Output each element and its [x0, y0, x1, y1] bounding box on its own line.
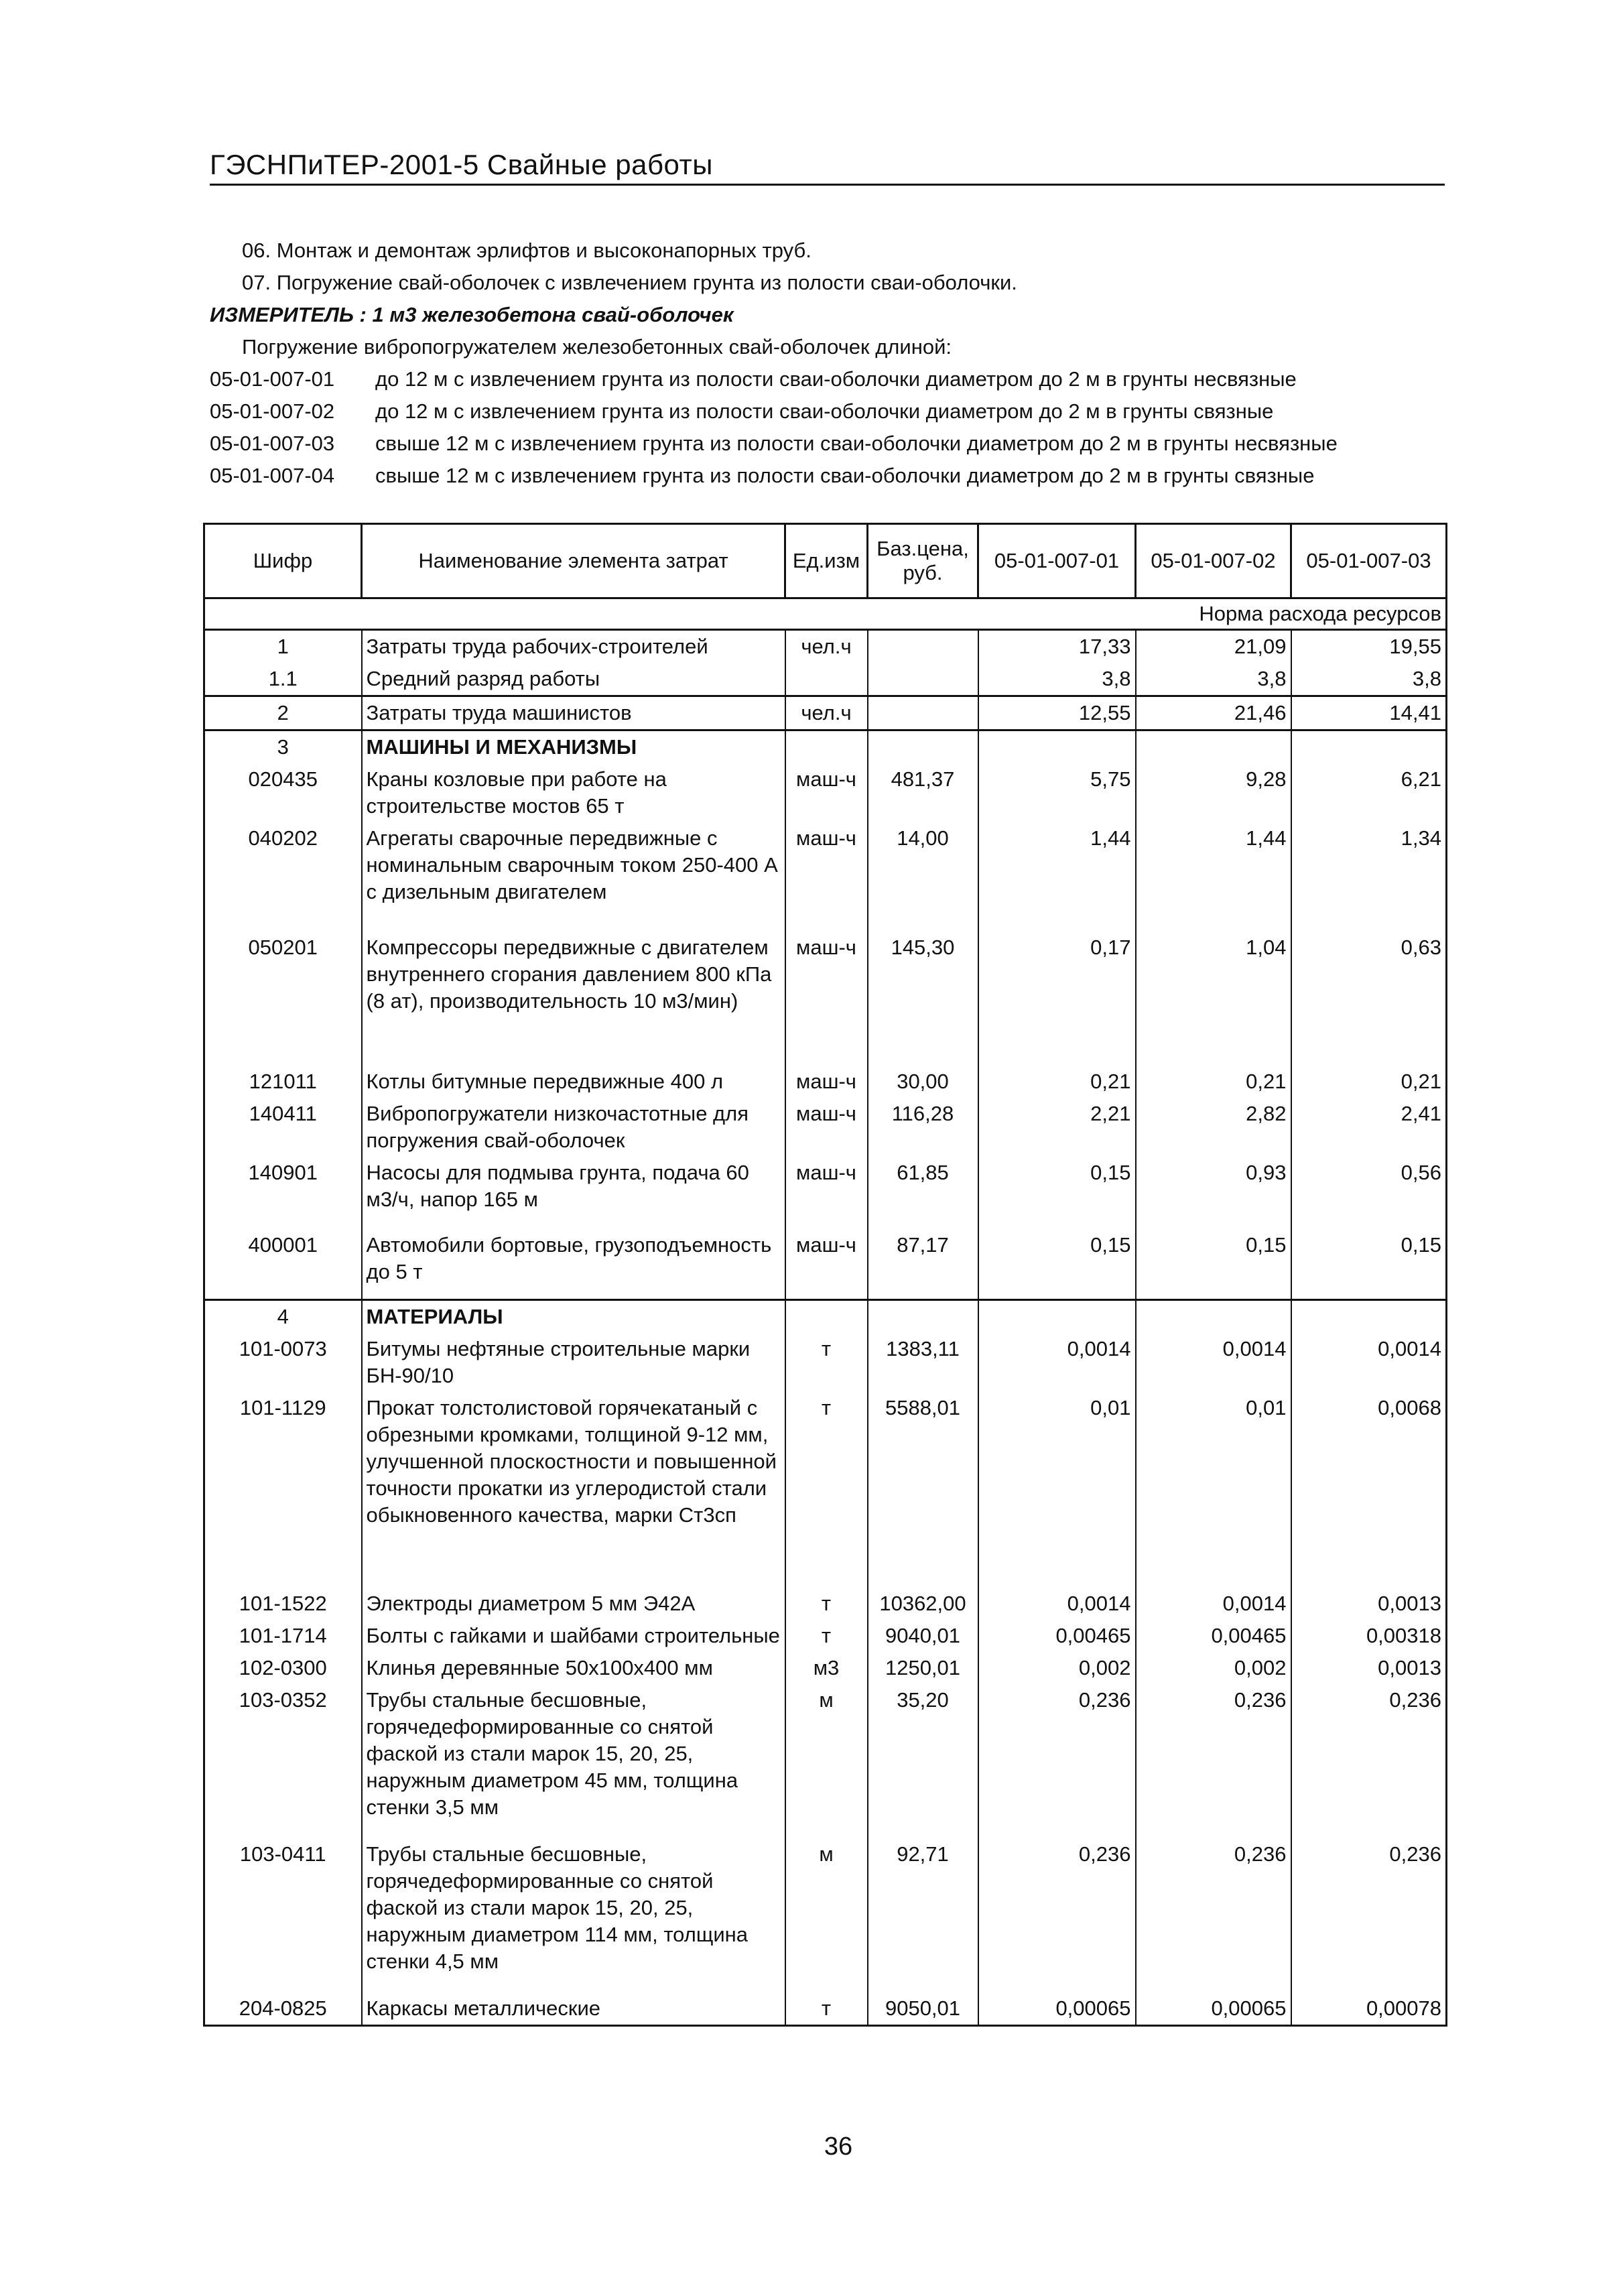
cell-variant-3: 2,41 [1291, 1098, 1447, 1157]
table-row [204, 1588, 1447, 1620]
cell-code: 020435 [204, 763, 362, 822]
cell-name: Компрессоры передвижные с двигателем внутреннего сгорания давлением 800 кПа (8 ат), производительность 10 м3/мин) [362, 932, 785, 1066]
cell-code: 101-0073 [204, 1333, 362, 1392]
cell-variant-3: 0,21 [1291, 1066, 1447, 1098]
cell-code: 103-0352 [204, 1684, 362, 1838]
table-row [204, 932, 1447, 1066]
col-header-variant-2: 05-01-007-02 [1136, 524, 1291, 598]
cell-price: 87,17 [868, 1229, 978, 1300]
cell-price: 481,37 [868, 763, 978, 822]
cell-variant-2: 0,93 [1136, 1157, 1291, 1229]
cell-variant-1 [978, 1300, 1136, 1334]
table-row [204, 1333, 1447, 1392]
cell-name: Болты с гайками и шайбами строительные [362, 1620, 785, 1652]
cell-unit: маш-ч [785, 1098, 868, 1157]
variant-line [210, 395, 1470, 428]
variant-text: до 12 м с извлечением грунта из полости сваи-оболочки диаметром до 2 м в грунты несвязные [375, 367, 1297, 391]
cell-variant-2: 1,44 [1136, 822, 1291, 932]
cell-variant-3: 0,0068 [1291, 1392, 1447, 1588]
cell-price: 145,30 [868, 932, 978, 1066]
cell-variant-1: 1,44 [978, 822, 1136, 932]
cell-unit: маш-ч [785, 1066, 868, 1098]
table-row [204, 1620, 1447, 1652]
cell-variant-3: 0,00078 [1291, 1992, 1447, 2026]
cell-price [868, 630, 978, 663]
variant-code: 05-01-007-04 [210, 464, 335, 487]
cell-variant-2: 1,04 [1136, 932, 1291, 1066]
cell-variant-1: 2,21 [978, 1098, 1136, 1157]
cell-variant-3: 19,55 [1291, 630, 1447, 663]
cell-variant-2: 0,21 [1136, 1066, 1291, 1098]
resource-table [203, 523, 1447, 2027]
cell-variant-2: 0,0014 [1136, 1588, 1291, 1620]
cell-variant-3 [1291, 1300, 1447, 1334]
intro-item: 07. Погружение свай-оболочек с извлечением грунта из полости сваи-оболочки. [242, 271, 1017, 294]
cell-price: 1250,01 [868, 1652, 978, 1684]
cell-variant-3: 14,41 [1291, 696, 1447, 730]
cell-variant-2: 0,236 [1136, 1838, 1291, 1992]
cell-variant-2: 2,82 [1136, 1098, 1291, 1157]
cell-price: 5588,01 [868, 1392, 978, 1588]
cell-price [868, 1300, 978, 1334]
cell-name: Трубы стальные бесшовные, горячедеформированные со снятой фаской из стали марок 15, 20, 25, наружным диаметром 45 мм, толщина стенки 3,5 мм [362, 1684, 785, 1838]
cell-variant-1: 5,75 [978, 763, 1136, 822]
cell-unit: т [785, 1620, 868, 1652]
cell-variant-1: 0,236 [978, 1684, 1136, 1838]
cell-variant-1: 0,236 [978, 1838, 1136, 1992]
cell-unit: т [785, 1392, 868, 1588]
cell-variant-2: 0,0014 [1136, 1333, 1291, 1392]
table-row [204, 1652, 1447, 1684]
norm-row [204, 598, 1447, 630]
cell-variant-2: 3,8 [1136, 663, 1291, 696]
cell-code: 050201 [204, 932, 362, 1066]
cell-variant-1 [978, 730, 1136, 764]
document-header: ГЭСНПиТЕР-2001-5 Свайные работы [210, 149, 1445, 186]
cell-variant-1: 0,01 [978, 1392, 1136, 1588]
cell-price: 1383,11 [868, 1333, 978, 1392]
cell-name: МАТЕРИАЛЫ [362, 1300, 785, 1334]
cell-variant-2: 21,46 [1136, 696, 1291, 730]
cell-variant-2: 0,002 [1136, 1652, 1291, 1684]
cell-variant-2: 0,01 [1136, 1392, 1291, 1588]
intro-lead: Погружение вибропогружателем железобетонных свай-оболочек длиной: [242, 335, 952, 359]
table-header-row [204, 524, 1447, 598]
cell-unit: маш-ч [785, 822, 868, 932]
measure-line [210, 299, 1470, 331]
table-row [204, 1684, 1447, 1838]
cell-unit: т [785, 1333, 868, 1392]
table-row [204, 696, 1447, 730]
cell-unit: м3 [785, 1652, 868, 1684]
cell-name: Вибропогружатели низкочастотные для погружения свай-оболочек [362, 1098, 785, 1157]
cell-variant-2 [1136, 730, 1291, 764]
cell-unit: м [785, 1684, 868, 1838]
table-row [204, 822, 1447, 932]
table-row [204, 730, 1447, 764]
cell-name: МАШИНЫ И МЕХАНИЗМЫ [362, 730, 785, 764]
variant-text: свыше 12 м с извлечением грунта из полости сваи-оболочки диаметром до 2 м в грунты связные [375, 464, 1315, 487]
cell-code: 102-0300 [204, 1652, 362, 1684]
table-row [204, 1392, 1447, 1588]
cell-variant-2: 9,28 [1136, 763, 1291, 822]
cell-variant-1: 0,00065 [978, 1992, 1136, 2026]
cell-variant-3: 0,56 [1291, 1157, 1447, 1229]
variant-text: до 12 м с извлечением грунта из полости сваи-оболочки диаметром до 2 м в грунты связные [375, 399, 1274, 423]
cell-name: Краны козловые при работе на строительстве мостов 65 т [362, 763, 785, 822]
cell-name: Средний разряд работы [362, 663, 785, 696]
cell-price: 61,85 [868, 1157, 978, 1229]
cell-variant-1: 3,8 [978, 663, 1136, 696]
variant-line [210, 460, 1470, 492]
cell-variant-2: 0,236 [1136, 1684, 1291, 1838]
cell-variant-3: 0,15 [1291, 1229, 1447, 1300]
cell-variant-2 [1136, 1300, 1291, 1334]
cell-price: 10362,00 [868, 1588, 978, 1620]
table-row [204, 663, 1447, 696]
cell-variant-1: 0,0014 [978, 1588, 1136, 1620]
cell-unit: т [785, 1588, 868, 1620]
cell-price: 35,20 [868, 1684, 978, 1838]
variant-text: свыше 12 м с извлечением грунта из полости сваи-оболочки диаметром до 2 м в грунты несвязные [375, 432, 1338, 455]
cell-variant-1: 0,15 [978, 1229, 1136, 1300]
col-header-price: Баз.цена, руб. [868, 524, 978, 598]
cell-price: 14,00 [868, 822, 978, 932]
norm-label: Норма расхода ресурсов [204, 598, 1447, 630]
cell-variant-2: 0,00465 [1136, 1620, 1291, 1652]
cell-name: Насосы для подмыва грунта, подача 60 м3/ч, напор 165 м [362, 1157, 785, 1229]
cell-code: 1 [204, 630, 362, 663]
cell-unit [785, 663, 868, 696]
variant-code: 05-01-007-03 [210, 432, 335, 455]
col-header-code: Шифр [204, 524, 362, 598]
cell-name: Каркасы металлические [362, 1992, 785, 2026]
cell-price: 9050,01 [868, 1992, 978, 2026]
cell-variant-3: 0,00318 [1291, 1620, 1447, 1652]
cell-variant-3: 0,236 [1291, 1838, 1447, 1992]
cell-unit: маш-ч [785, 763, 868, 822]
cell-code: 121011 [204, 1066, 362, 1098]
section-intro [210, 235, 1470, 492]
table-row [204, 1838, 1447, 1992]
table-row [204, 1066, 1447, 1098]
cell-name: Трубы стальные бесшовные, горячедеформированные со снятой фаской из стали марок 15, 20, 25, наружным диаметром 114 мм, толщина стенки 4,5 мм [362, 1838, 785, 1992]
table-row [204, 630, 1447, 663]
cell-unit: м [785, 1838, 868, 1992]
cell-name: Агрегаты сварочные передвижные с номинальным сварочным током 250-400 А с дизельным двигателем [362, 822, 785, 932]
cell-name: Электроды диаметром 5 мм Э42А [362, 1588, 785, 1620]
cell-unit: маш-ч [785, 1157, 868, 1229]
cell-code: 101-1522 [204, 1588, 362, 1620]
cell-variant-3 [1291, 730, 1447, 764]
cell-unit: маш-ч [785, 1229, 868, 1300]
cell-price [868, 730, 978, 764]
cell-variant-3: 0,236 [1291, 1684, 1447, 1838]
table-row [204, 1229, 1447, 1300]
cell-unit: чел.ч [785, 696, 868, 730]
cell-name: Затраты труда рабочих-строителей [362, 630, 785, 663]
cell-code: 101-1714 [204, 1620, 362, 1652]
cell-name: Затраты труда машинистов [362, 696, 785, 730]
variant-line [210, 428, 1470, 460]
table-row [204, 1157, 1447, 1229]
cell-name: Прокат толстолистовой горячекатаный с обрезными кромками, толщиной 9-12 мм, улучшенной плоскостности и повышенной точности прокатки из углеродистой стали обыкновенного качества, марки Ст3сп [362, 1392, 785, 1588]
cell-unit [785, 1300, 868, 1334]
cell-variant-2: 0,15 [1136, 1229, 1291, 1300]
cell-variant-2: 0,00065 [1136, 1992, 1291, 2026]
table-row [204, 763, 1447, 822]
cell-variant-1: 12,55 [978, 696, 1136, 730]
cell-code: 101-1129 [204, 1392, 362, 1588]
table-row [204, 1992, 1447, 2026]
cell-variant-3: 3,8 [1291, 663, 1447, 696]
cell-code: 040202 [204, 822, 362, 932]
table-row [204, 1300, 1447, 1334]
cell-variant-1: 0,17 [978, 932, 1136, 1066]
page-number: 36 [824, 2132, 853, 2161]
cell-price: 30,00 [868, 1066, 978, 1098]
cell-code: 204-0825 [204, 1992, 362, 2026]
cell-unit [785, 730, 868, 764]
cell-name: Котлы битумные передвижные 400 л [362, 1066, 785, 1098]
cell-code: 3 [204, 730, 362, 764]
cell-price: 92,71 [868, 1838, 978, 1992]
col-header-name: Наименование элемента затрат [362, 524, 785, 598]
cell-price [868, 696, 978, 730]
cell-price: 9040,01 [868, 1620, 978, 1652]
variant-code: 05-01-007-01 [210, 367, 335, 391]
table-body [204, 630, 1447, 2026]
cell-variant-3: 0,0013 [1291, 1588, 1447, 1620]
col-header-variant-3: 05-01-007-03 [1291, 524, 1447, 598]
cell-variant-1: 0,0014 [978, 1333, 1136, 1392]
cell-variant-3: 0,0014 [1291, 1333, 1447, 1392]
cell-variant-3: 6,21 [1291, 763, 1447, 822]
cell-code: 2 [204, 696, 362, 730]
cell-code: 1.1 [204, 663, 362, 696]
cell-code: 4 [204, 1300, 362, 1334]
cell-variant-2: 21,09 [1136, 630, 1291, 663]
cell-code: 140901 [204, 1157, 362, 1229]
cell-variant-1: 0,00465 [978, 1620, 1136, 1652]
cell-unit: маш-ч [785, 932, 868, 1066]
table-row [204, 1098, 1447, 1157]
cell-unit: т [785, 1992, 868, 2026]
col-header-unit: Ед.изм [785, 524, 868, 598]
measure-value: 1 м3 железобетона свай-оболочек [372, 303, 734, 326]
cell-name: Битумы нефтяные строительные марки БН-90/10 [362, 1333, 785, 1392]
cell-variant-3: 0,63 [1291, 932, 1447, 1066]
cell-name: Автомобили бортовые, грузоподъемность до 5 т [362, 1229, 785, 1300]
cell-price: 116,28 [868, 1098, 978, 1157]
cell-variant-3: 1,34 [1291, 822, 1447, 932]
cell-name: Клинья деревянные 50х100х400 мм [362, 1652, 785, 1684]
cell-unit: чел.ч [785, 630, 868, 663]
cell-variant-1: 17,33 [978, 630, 1136, 663]
cell-price [868, 663, 978, 696]
cell-variant-1: 0,15 [978, 1157, 1136, 1229]
cell-code: 103-0411 [204, 1838, 362, 1992]
variant-code: 05-01-007-02 [210, 399, 335, 423]
measure-label: ИЗМЕРИТЕЛЬ : [210, 303, 367, 326]
variant-line [210, 363, 1470, 395]
cell-variant-1: 0,002 [978, 1652, 1136, 1684]
intro-item: 06. Монтаж и демонтаж эрлифтов и высоконапорных труб. [242, 239, 812, 262]
col-header-variant-1: 05-01-007-01 [978, 524, 1136, 598]
cell-code: 400001 [204, 1229, 362, 1300]
cell-variant-1: 0,21 [978, 1066, 1136, 1098]
cell-code: 140411 [204, 1098, 362, 1157]
cell-variant-3: 0,0013 [1291, 1652, 1447, 1684]
